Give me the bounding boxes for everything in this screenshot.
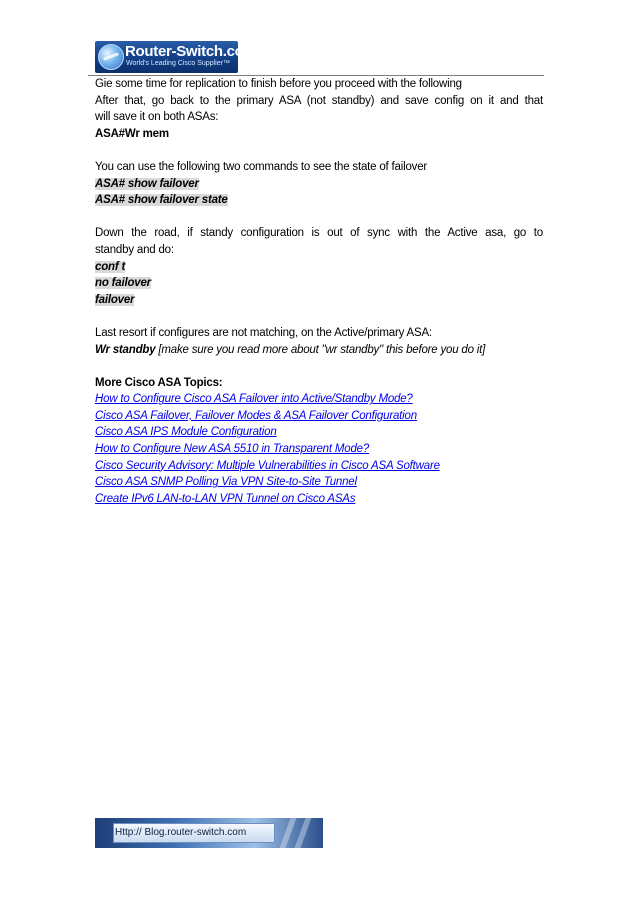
topics-link-list (95, 391, 543, 507)
topic-link-failover-modes[interactable]: Cisco ASA Failover, Failover Modes & ASA Failover Configuration (95, 409, 417, 422)
command-no-failover: no failover (95, 277, 151, 290)
paragraph-save-config-line2: will save it on both ASAs: (95, 111, 219, 124)
topic-link-active-standby[interactable]: How to Configure Cisco ASA Failover into Active/Standby Mode? (95, 393, 413, 406)
topic-link-security-advisory[interactable]: Cisco Security Advisory: Multiple Vulnerabilities in Cisco ASA Software (95, 459, 440, 472)
blog-banner (95, 818, 323, 848)
wr-standby-note: [make sure you read more about "wr standby" this before you do it] (155, 343, 486, 356)
globe-icon (98, 44, 124, 70)
paragraph-last-resort: Last resort if configures are not matching, on the Active/primary ASA: (95, 326, 432, 339)
command-wr-mem: ASA#Wr mem (95, 127, 169, 140)
paragraph-out-of-sync-line1: Down the road, if standy configuration is out of sync with the Active asa, go to (95, 227, 543, 240)
topic-link-transparent-mode[interactable]: How to Configure New ASA 5510 in Transparent Mode? (95, 443, 370, 456)
topic-link-ips-module[interactable]: Cisco ASA IPS Module Configuration (95, 426, 277, 439)
topics-heading: More Cisco ASA Topics: (95, 376, 223, 389)
blog-url: Http:// Blog.router-switch.com (115, 827, 247, 838)
command-show-failover: ASA# show failover (95, 177, 199, 190)
router-switch-logo (95, 41, 257, 73)
command-failover: failover (95, 293, 135, 306)
logo-name: Router-Switch.com (125, 43, 257, 60)
topic-link-ipv6-tunnel[interactable]: Create IPv6 LAN-to-LAN VPN Tunnel on Cisco ASAs (95, 492, 356, 505)
command-conf-t: conf t (95, 260, 126, 273)
command-show-failover-state: ASA# show failover state (95, 194, 228, 207)
paragraph-failover-state: You can use the following two commands to see the state of failover (95, 160, 428, 173)
logo-tagline: World's Leading Cisco Supplier™ (126, 60, 230, 67)
paragraph-out-of-sync-line2: standby and do: (95, 243, 174, 256)
command-wr-standby: Wr standby (95, 343, 156, 356)
paragraph-save-config-line1: After that, go back to the primary ASA (not standby) and save config on it and that (95, 94, 543, 107)
document-body (95, 76, 543, 507)
paragraph-replication: Gie some time for replication to finish before you proceed with the following (95, 78, 462, 90)
topic-link-snmp-polling[interactable]: Cisco ASA SNMP Polling Via VPN Site-to-Site Tunnel (95, 476, 357, 489)
